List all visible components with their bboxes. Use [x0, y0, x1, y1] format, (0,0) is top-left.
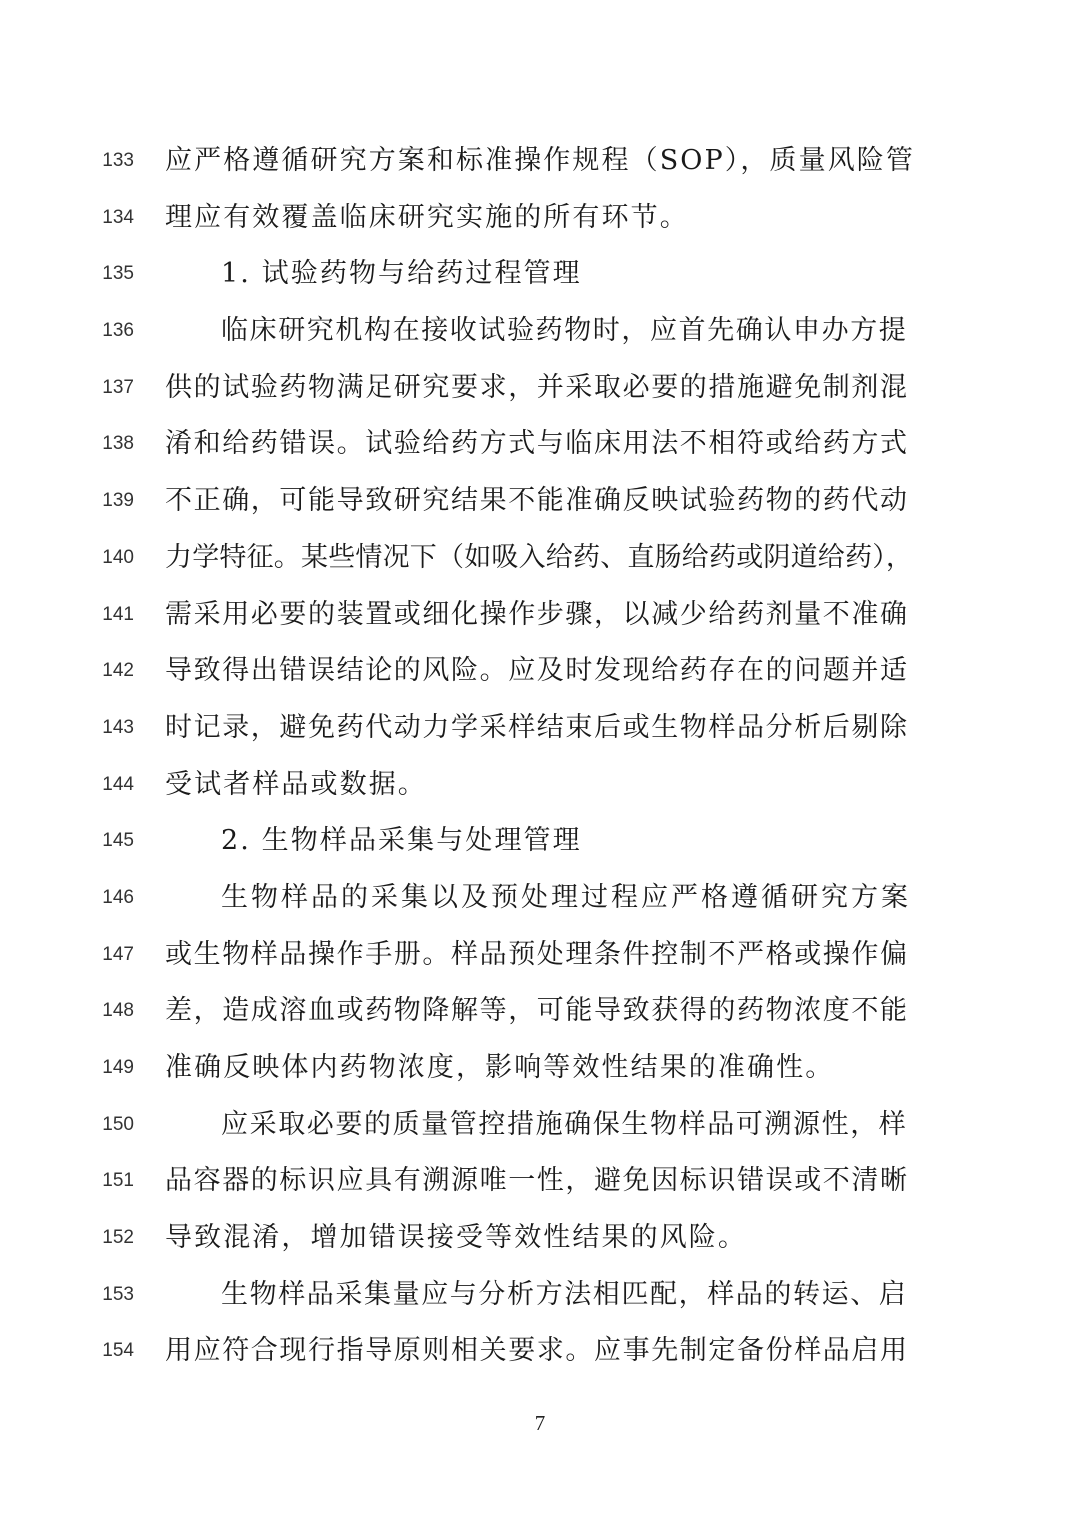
line-154 — [0, 1323, 1080, 1380]
line-list — [0, 133, 1080, 1380]
line-number: 139 — [102, 490, 134, 512]
line-number: 154 — [102, 1340, 134, 1362]
line-text: 生物样品的采集以及预处理过程应严格遵循研究方案 — [221, 881, 911, 913]
line-133 — [0, 133, 1080, 190]
line-text: 导致混淆，增加错误接受等效性结果的风险。 — [165, 1222, 747, 1254]
line-143 — [0, 700, 1080, 757]
line-number: 138 — [102, 433, 134, 455]
line-text: 供的试验药物满足研究要求，并采取必要的措施避免制剂混 — [165, 371, 909, 403]
line-150 — [0, 1097, 1080, 1154]
line-152 — [0, 1210, 1080, 1267]
line-137 — [0, 360, 1080, 417]
line-text: 用应符合现行指导原则相关要求。应事先制定备份样品启用 — [165, 1335, 909, 1367]
line-text: 导致得出错误结论的风险。应及时发现给药存在的问题并适 — [165, 655, 909, 687]
line-number: 133 — [102, 150, 134, 171]
line-text: 应严格遵循研究方案和标准操作规程（SOP），质量风险管 — [165, 145, 915, 176]
line-number: 146 — [102, 886, 134, 908]
line-145 — [0, 813, 1080, 870]
line-number: 140 — [102, 546, 134, 568]
line-148 — [0, 983, 1080, 1040]
line-text: 力学特征。某些情况下（如吸入给药、直肠给药或阴道给药）， — [165, 541, 914, 573]
line-number: 145 — [102, 830, 134, 852]
line-151 — [0, 1153, 1080, 1210]
line-number: 151 — [102, 1170, 134, 1192]
line-number: 134 — [102, 206, 134, 228]
line-140 — [0, 530, 1080, 587]
line-153 — [0, 1267, 1080, 1324]
line-149 — [0, 1040, 1080, 1097]
line-text: 理应有效覆盖临床研究实施的所有环节。 — [165, 201, 689, 233]
section-heading: 1. 试验药物与给药过程管理 — [221, 258, 582, 290]
line-number: 144 — [102, 773, 134, 795]
section-heading: 2. 生物样品采集与处理管理 — [221, 825, 582, 857]
line-text: 准确反映体内药物浓度，影响等效性结果的准确性。 — [165, 1052, 835, 1083]
line-number: 136 — [102, 320, 134, 342]
line-text: 不正确，可能导致研究结果不能准确反映试验药物的药代动 — [165, 485, 909, 517]
line-141 — [0, 587, 1080, 644]
line-number: 147 — [102, 943, 134, 965]
line-135 — [0, 246, 1080, 303]
line-number: 152 — [102, 1227, 134, 1249]
line-number: 142 — [102, 660, 134, 682]
page-number: 7 — [534, 1411, 546, 1435]
line-number: 137 — [102, 376, 134, 398]
line-146 — [0, 870, 1080, 927]
line-number: 149 — [102, 1057, 134, 1078]
line-number: 141 — [102, 603, 134, 625]
line-147 — [0, 927, 1080, 984]
line-136 — [0, 303, 1080, 360]
line-text: 差，造成溶血或药物降解等，可能导致获得的药物浓度不能 — [165, 995, 909, 1027]
line-134 — [0, 190, 1080, 247]
line-144 — [0, 757, 1080, 814]
line-text: 临床研究机构在接收试验药物时，应首先确认申办方提 — [221, 315, 908, 347]
line-number: 143 — [102, 716, 134, 738]
line-text: 或生物样品操作手册。样品预处理条件控制不严格或操作偏 — [165, 938, 909, 970]
line-text: 应采取必要的质量管控措施确保生物样品可溯源性，样 — [221, 1108, 908, 1140]
line-number: 148 — [102, 1000, 134, 1022]
line-text: 淆和给药错误。试验给药方式与临床用法不相符或给药方式 — [165, 428, 909, 460]
line-text: 受试者样品或数据。 — [165, 768, 427, 800]
line-139 — [0, 473, 1080, 530]
line-number: 150 — [102, 1113, 134, 1135]
line-number: 153 — [102, 1283, 134, 1305]
line-138 — [0, 416, 1080, 473]
line-text: 时记录，避免药代动力学采样结束后或生物样品分析后剔除 — [165, 711, 909, 743]
line-142 — [0, 643, 1080, 700]
line-text: 生物样品采集量应与分析方法相匹配，样品的转运、启 — [221, 1278, 908, 1310]
line-number: 135 — [102, 263, 134, 285]
line-text: 品容器的标识应具有溯源唯一性，避免因标识错误或不清晰 — [165, 1165, 909, 1197]
line-text: 需采用必要的装置或细化操作步骤，以减少给药剂量不准确 — [165, 598, 909, 630]
